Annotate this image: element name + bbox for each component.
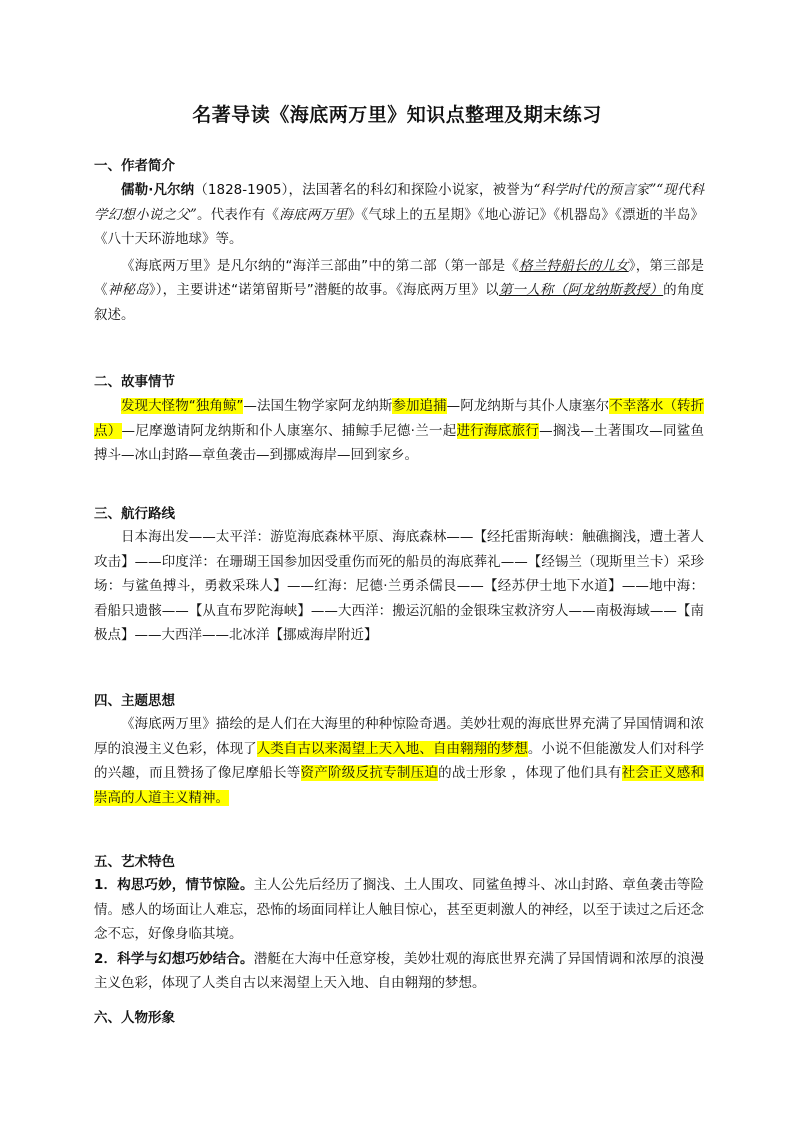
work-title: 海底两万里 (279, 206, 348, 223)
theme-highlight-1: 人类自古以来渴望上天入地、自由翱翔的梦想 (256, 740, 528, 757)
section-heading-characters: 六、人物形象 (94, 1010, 175, 1026)
author-paragraph (94, 178, 704, 252)
art-item-1-text: 主人公先后经历了搁浅、土人围攻、同鲨鱼搏斗、冰山封路、章鱼袭击等险情。感人的场面让人难忘，恐怖的场面同样让人触目惊心，甚至更刺激人的神经，以至于读过之后还念念不忘，好像身临其境。 (94, 877, 704, 942)
trilogy-text-3: 》），主要讲述“诺第留斯号”潜艇的故事。《海底两万里》以 (148, 282, 499, 298)
section-art-body (94, 873, 704, 996)
trilogy-book-3: 神秘岛 (107, 282, 149, 298)
trilogy-text-4: 的角度叙述。 (94, 282, 705, 323)
author-years: （1828-1905）， (194, 182, 303, 198)
plot-highlight-2: 参加追捕 (392, 398, 447, 414)
section-route-body: 日本海出发——太平洋：游览海底森林平原、海底森林——【经托雷斯海峡：触礁搁浅，遭土著人攻击】——印度洋：在珊瑚王国参加因受重伤而死的船员的海底葬礼——【经锡兰（现斯里兰卡）采珍场：与鲨鱼搏斗，勇救采珠人】——红海：尼德·兰勇杀儒艮——【经苏伊士地下水道】——地中海：看船只遗骸——【从直布罗陀海峡】——大西洋：搬运沉船的金银珠宝救济穷人——南极海域——【南极点】——大西洋——北冰洋【挪威海岸附近】 (94, 529, 704, 643)
art-item-1-title: 1．构思巧妙，情节惊险。 (94, 877, 254, 893)
plot-text-3: —尼摩邀请阿龙纳斯和仆人康塞尔、捕鲸手尼德·兰一起 (121, 422, 457, 439)
author-text-3: 》《气球上的五星期》《地心游记》《机器岛》《漂逝的半岛》《八十天环游地球》等。 (94, 206, 705, 247)
section-plot-body (94, 394, 704, 468)
trilogy-text-1: 《海底两万里》是凡尔纳的“海洋三部曲”中的第二部（第一部是《 (121, 257, 520, 274)
author-text-2: 。代表作有《 (196, 206, 280, 223)
art-item-1 (94, 873, 704, 947)
theme-highlight-2: 资产阶级反抗专制压迫 (300, 765, 439, 781)
author-nickname-2: “现代科学幻想小说之父” (94, 182, 704, 223)
trilogy-text-2: 》，第三部是《 (94, 257, 705, 298)
author-name: 儒勒·凡尔纳 (121, 182, 195, 198)
plot-highlight-3: 不幸落水（转折点） (94, 398, 705, 439)
plot-highlight-4: 进行海底旅行 (456, 422, 540, 439)
trilogy-paragraph (94, 254, 704, 328)
section-heading-art: 五、艺术特色 (94, 854, 175, 870)
theme-text-1: 《海底两万里》描绘的是人们在大海里的种种惊险奇遇。美妙壮观的海底世界充满了异国情调和浓厚的浪漫主义色彩，体现了 (94, 716, 704, 757)
narrative-perspective: 第一人称（阿龙纳斯教授） (498, 282, 664, 298)
section-heading-plot: 二、故事情节 (94, 374, 175, 390)
plot-text-2: —阿龙纳斯与其仆人康塞尔 (446, 398, 610, 414)
plot-text-1: —法国生物学家阿龙纳斯 (243, 398, 393, 414)
section-heading-theme: 四、主题思想 (94, 693, 175, 709)
plot-highlight-1: 发现大怪物“独角鲸” (121, 398, 244, 414)
section-heading-route: 三、航行路线 (94, 506, 175, 522)
plot-text-4: —搁浅—土著围攻—同鲨鱼搏斗—冰山封路—章鱼袭击—到挪威海岸—回到家乡。 (94, 422, 705, 463)
theme-highlight-3: 社会正义感和崇高的人道主义精神。 (94, 765, 705, 806)
art-item-2-title: 2．科学与幻想巧妙结合。 (94, 950, 254, 967)
section-author-body (94, 178, 704, 327)
author-text: 法国著名的科幻和探险小说家，被誉为 (302, 182, 534, 198)
section-heading-author: 一、作者简介 (94, 158, 175, 174)
theme-text-2: 。小说不但能激发人们对科学的兴趣，而且赞扬了像尼摩船长等 (94, 740, 705, 781)
page-title: 名著导读《海底两万里》知识点整理及期末练习 (192, 104, 602, 126)
section-theme-body (94, 712, 704, 810)
trilogy-book-1: 格兰特船长的儿女 (519, 257, 629, 274)
author-nickname-1: “科学时代的预言家” (533, 182, 657, 198)
art-item-2-text: 潜艇在大海中任意穿梭，美妙壮观的海底世界充满了异国情调和浓厚的浪漫主义色彩，体现了人类自古以来渴望上天入地、自由翱翔的梦想。 (94, 950, 704, 991)
art-item-2 (94, 947, 704, 996)
theme-text-3: 的战士形象 ，体现了他们具有 (438, 765, 622, 781)
